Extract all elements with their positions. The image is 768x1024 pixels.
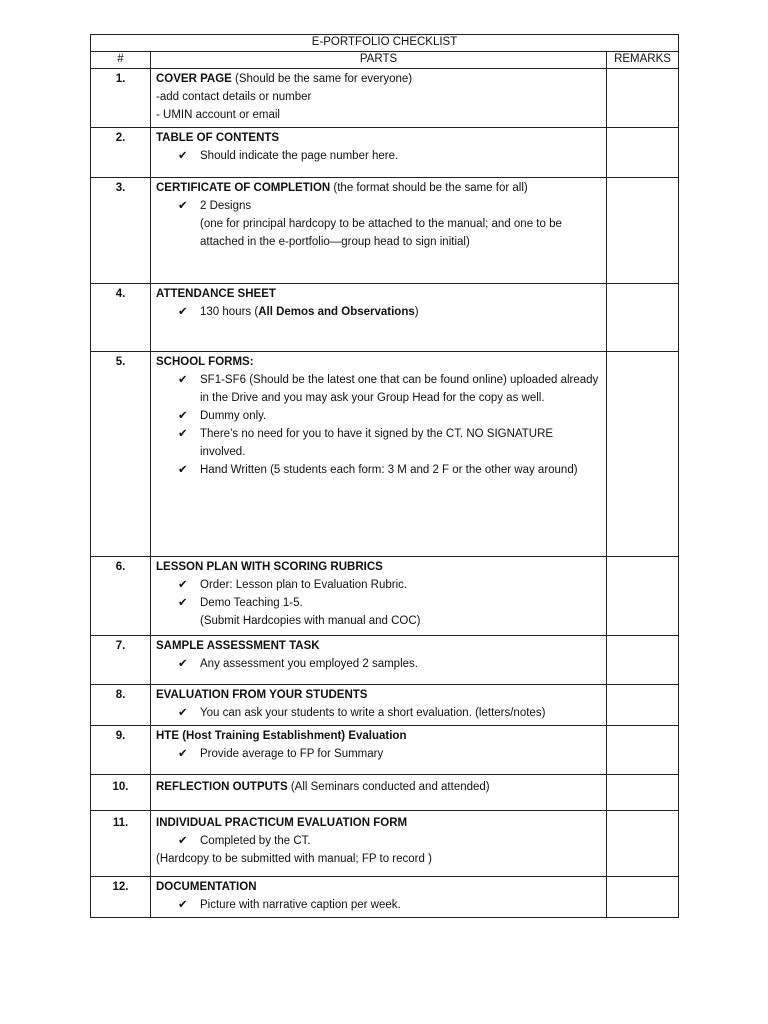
list-item: ✔ Should indicate the page number here. [156, 147, 601, 165]
header-row [91, 52, 679, 69]
row-number: 11. [91, 811, 151, 877]
row-parts [151, 775, 607, 811]
row-parts [151, 811, 607, 877]
check-icon: ✔ [178, 200, 188, 212]
row-title-note: (Should be the same for everyone) [231, 73, 413, 85]
remarks-cell [607, 284, 679, 352]
row-title: ATTENDANCE SHEET [156, 288, 276, 300]
row-parts [151, 877, 607, 918]
row-title: SCHOOL FORMS: [156, 356, 254, 368]
list-item: ✔ Picture with narrative caption per week. [156, 896, 601, 914]
row-title: DOCUMENTATION [156, 881, 257, 893]
row-parts [151, 69, 607, 128]
check-icon: ✔ [178, 150, 188, 162]
row-number: 3. [91, 178, 151, 284]
row-title-note: (the format should be the same for all) [330, 182, 528, 194]
check-icon: ✔ [178, 748, 188, 760]
check-icon: ✔ [178, 579, 188, 591]
table-row [91, 352, 679, 557]
row-title: REFLECTION OUTPUTS [156, 781, 288, 793]
remarks-cell [607, 178, 679, 284]
row-number: 12. [91, 877, 151, 918]
list-item: ✔ Demo Teaching 1-5. [156, 594, 601, 612]
remarks-cell [607, 69, 679, 128]
row-title: LESSON PLAN WITH SCORING RUBRICS [156, 561, 383, 573]
col-header-num: # [91, 52, 151, 69]
row-title: CERTIFICATE OF COMPLETION [156, 182, 331, 194]
row-number: 6. [91, 557, 151, 636]
title-row [91, 35, 679, 52]
row-parts [151, 352, 607, 557]
row-number: 1. [91, 69, 151, 128]
table-row [91, 811, 679, 877]
table-row [91, 877, 679, 918]
row-number: 5. [91, 352, 151, 557]
remarks-cell [607, 811, 679, 877]
list-item: ✔ You can ask your students to write a short evaluation. (letters/notes) [156, 704, 601, 722]
row-number: 7. [91, 636, 151, 685]
table-row [91, 726, 679, 775]
check-icon: ✔ [178, 835, 188, 847]
row-title-note: (All Seminars conducted and attended) [287, 781, 490, 793]
row-parts [151, 284, 607, 352]
row-number: 10. [91, 775, 151, 811]
list-item: ✔ Hand Written (5 students each form: 3 M and 2 F or the other way around) [156, 461, 601, 479]
remarks-cell [607, 557, 679, 636]
col-header-remarks: REMARKS [607, 52, 679, 69]
check-icon: ✔ [178, 597, 188, 609]
row-number: 4. [91, 284, 151, 352]
list-item: ✔ Any assessment you employed 2 samples. [156, 655, 601, 673]
remarks-cell [607, 128, 679, 178]
row-parts [151, 685, 607, 726]
row-parts [151, 128, 607, 178]
remarks-cell [607, 877, 679, 918]
checklist-table [90, 34, 679, 918]
check-icon: ✔ [178, 464, 188, 476]
list-item: ✔ 2 Designs [156, 197, 601, 215]
row-parts [151, 636, 607, 685]
list-item: ✔ SF1-SF6 (Should be the latest one that can be found online) uploaded already in the Drive and you may ask your Group Head for the copy as well. [156, 371, 601, 407]
list-item: ✔ Provide average to FP for Summary [156, 745, 601, 763]
list-item: ✔ There’s no need for you to have it signed by the CT. NO SIGNATURE involved. [156, 425, 601, 461]
table-row [91, 178, 679, 284]
row-note: (Submit Hardcopies with manual and COC) [200, 615, 421, 627]
check-icon: ✔ [178, 658, 188, 670]
row-title: HTE (Host Training Establishment) Evaluation [156, 730, 407, 742]
row-title: COVER PAGE [156, 73, 232, 85]
row-note: (one for principal hardcopy to be attached to the manual; and one to be attached in the e-portfolio—group head to sign initial) [200, 218, 562, 248]
table-row [91, 128, 679, 178]
list-item: ✔ Order: Lesson plan to Evaluation Rubric. [156, 576, 601, 594]
row-title: EVALUATION FROM YOUR STUDENTS [156, 689, 368, 701]
row-number: 9. [91, 726, 151, 775]
check-icon: ✔ [178, 899, 188, 911]
remarks-cell [607, 685, 679, 726]
remarks-cell [607, 726, 679, 775]
row-title: SAMPLE ASSESSMENT TASK [156, 640, 320, 652]
list-item: ✔ Completed by the CT. [156, 832, 601, 850]
row-title: INDIVIDUAL PRACTICUM EVALUATION FORM [156, 817, 408, 829]
remarks-cell [607, 775, 679, 811]
table-row [91, 685, 679, 726]
table-row [91, 775, 679, 811]
check-icon: ✔ [178, 410, 188, 422]
row-title: TABLE OF CONTENTS [156, 132, 280, 144]
col-header-parts: PARTS [151, 52, 607, 69]
table-row [91, 284, 679, 352]
checklist-title: E-PORTFOLIO CHECKLIST [91, 35, 679, 52]
remarks-cell [607, 636, 679, 685]
row-parts [151, 557, 607, 636]
row-number: 8. [91, 685, 151, 726]
row-line: -add contact details or number [156, 91, 312, 103]
remarks-cell [607, 352, 679, 557]
row-number: 2. [91, 128, 151, 178]
row-parts [151, 726, 607, 775]
row-line: (Hardcopy to be submitted with manual; FP to record ) [156, 853, 432, 865]
list-item: ✔ 130 hours (All Demos and Observations) [156, 303, 601, 321]
row-line: - UMIN account or email [156, 109, 280, 121]
table-row [91, 69, 679, 128]
check-icon: ✔ [178, 374, 188, 386]
row-parts [151, 178, 607, 284]
table-row [91, 557, 679, 636]
check-icon: ✔ [178, 306, 188, 318]
list-item: ✔ Dummy only. [156, 407, 601, 425]
check-icon: ✔ [178, 707, 188, 719]
check-icon: ✔ [178, 428, 188, 440]
table-row [91, 636, 679, 685]
